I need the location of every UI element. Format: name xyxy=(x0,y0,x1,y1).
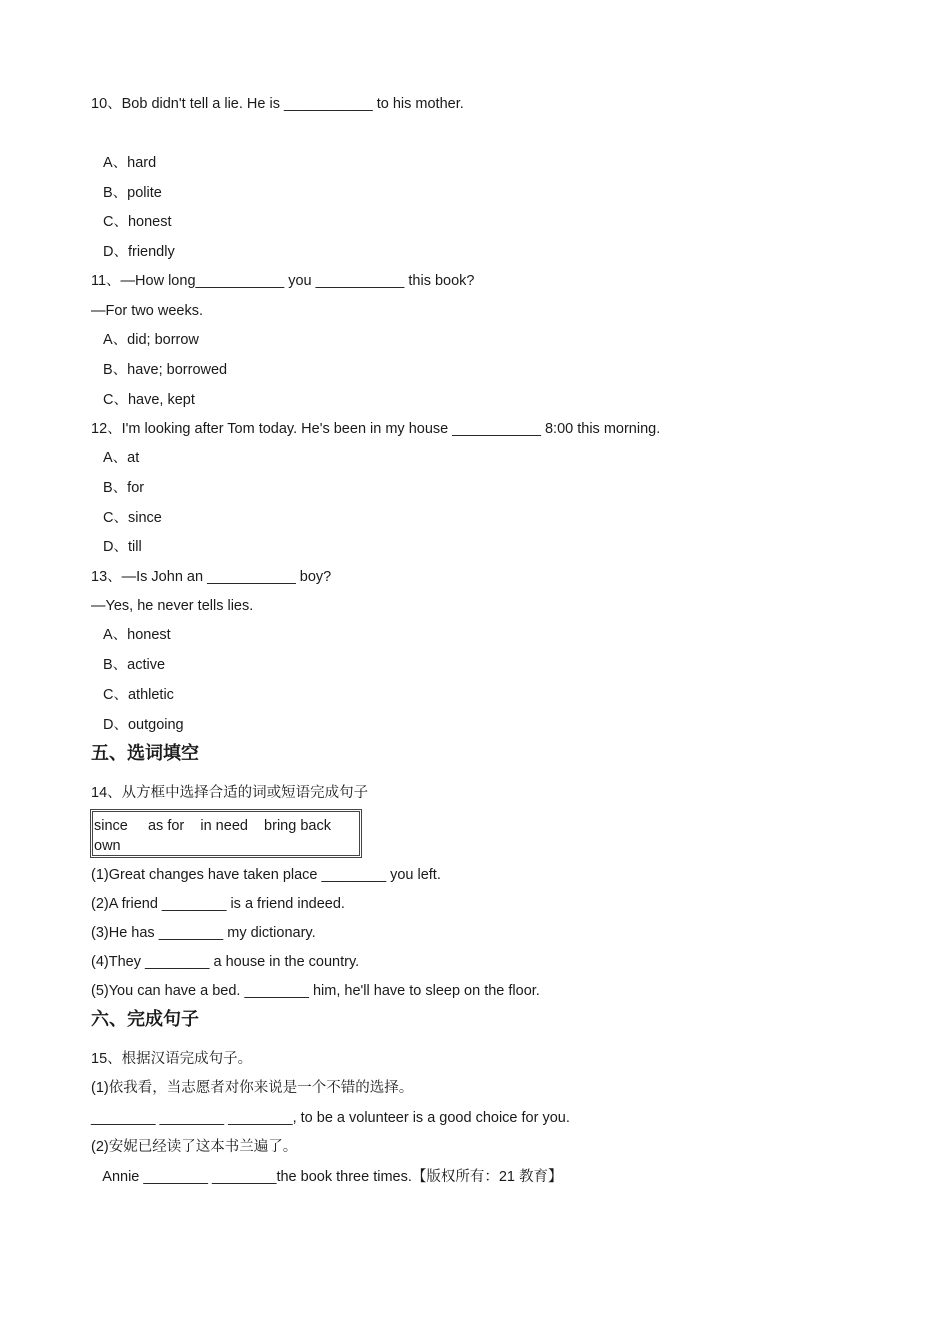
q14-item-5: (5)You can have a bed. ________ him, he'll have to sleep on the floor. xyxy=(91,983,540,999)
question-14-stem: 14、从方框中选择合适的词或短语完成句子 xyxy=(91,785,369,801)
q11-option-b: B、have; borrowed xyxy=(103,362,228,378)
q13-option-d: D、outgoing xyxy=(103,717,184,733)
q15-item-2-english: Annie ________ ________the book three times.【版权所有：21 教育】 xyxy=(91,1169,563,1185)
section-6-heading: 六、完成句子 xyxy=(91,1009,199,1030)
question-10-stem: 10、Bob didn't tell a lie. He is ___________ to his mother. xyxy=(91,96,464,112)
question-11-stem: 11、—How long___________ you ___________ this book? xyxy=(91,273,475,289)
q14-item-2: (2)A friend ________ is a friend indeed. xyxy=(91,896,345,912)
q10-option-b: B、polite xyxy=(103,185,162,201)
word-bank-row-1: since as for in need bring back xyxy=(94,818,331,834)
q10-option-d: D、friendly xyxy=(103,244,175,260)
question-15-stem: 15、根据汉语完成句子。 xyxy=(91,1051,253,1067)
question-13-reply: —Yes, he never tells lies. xyxy=(91,598,254,614)
q15-item-1-english: ________ ________ ________, to be a volunteer is a good choice for you. xyxy=(91,1110,570,1126)
q14-item-3: (3)He has ________ my dictionary. xyxy=(91,925,316,941)
q11-option-a: A、did; borrow xyxy=(103,332,199,348)
q10-option-a: A、hard xyxy=(103,155,157,171)
q12-option-a: A、at xyxy=(103,450,140,466)
q15-item-1-chinese: (1)依我看，当志愿者对你来说是一个不错的选择。 xyxy=(91,1080,414,1096)
q13-option-a: A、honest xyxy=(103,627,171,643)
q15-item-2-chinese: (2)安妮已经读了这本书兰遍了。 xyxy=(91,1139,298,1155)
q12-option-b: B、for xyxy=(103,480,145,496)
question-13-stem: 13、—Is John an ___________ boy? xyxy=(91,569,332,585)
q13-option-c: C、athletic xyxy=(103,687,174,703)
q14-item-1: (1)Great changes have taken place ________ you left. xyxy=(91,867,441,883)
q12-option-c: C、since xyxy=(103,510,162,526)
question-11-reply: —For two weeks. xyxy=(91,303,203,319)
word-bank-row-2: own xyxy=(94,838,121,854)
q12-option-d: D、till xyxy=(103,539,142,555)
q14-item-4: (4)They ________ a house in the country. xyxy=(91,954,360,970)
q13-option-b: B、active xyxy=(103,657,166,673)
question-12-stem: 12、I'm looking after Tom today. He's been in my house ___________ 8:00 this morning. xyxy=(91,421,661,437)
q11-option-c: C、have, kept xyxy=(103,392,195,408)
word-bank-box xyxy=(90,809,362,858)
q10-option-c: C、honest xyxy=(103,214,172,230)
section-5-heading: 五、选词填空 xyxy=(91,743,199,764)
